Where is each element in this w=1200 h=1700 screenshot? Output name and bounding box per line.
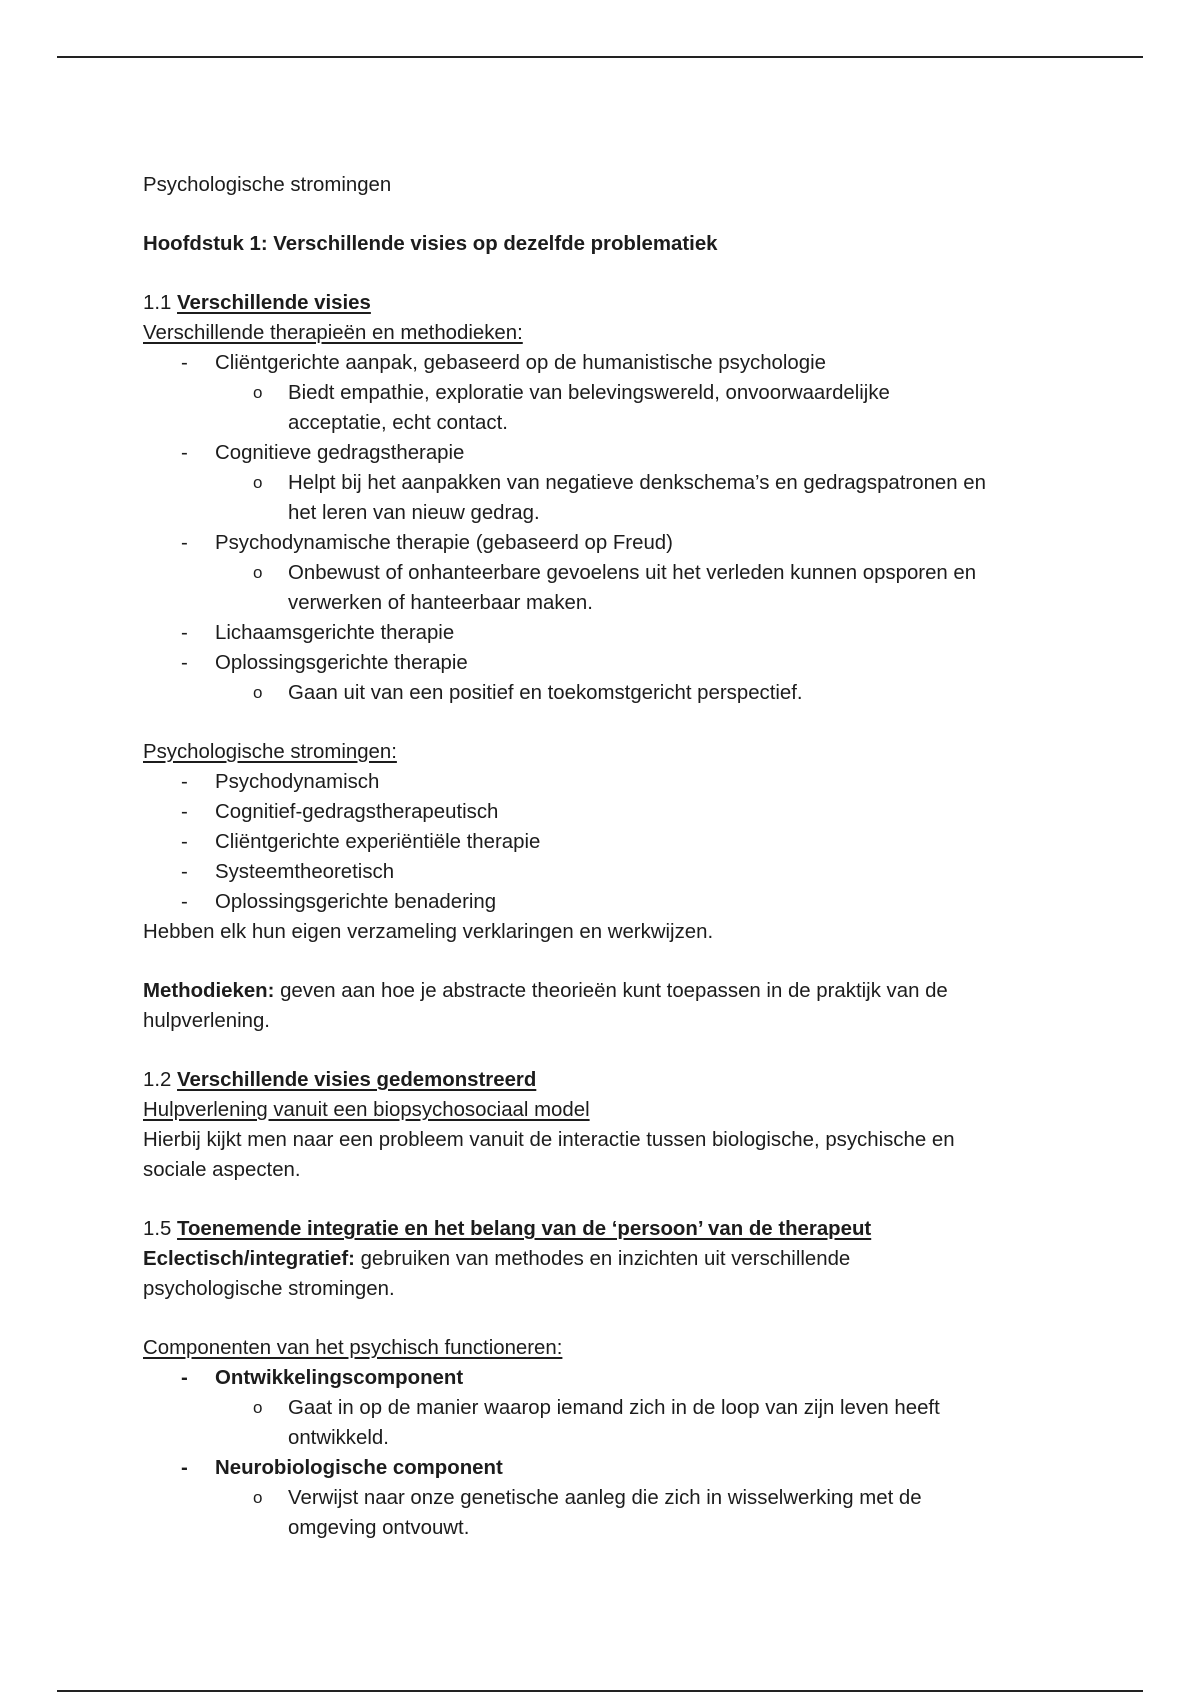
dash-bullet: -: [181, 771, 188, 793]
dash-bullet: -: [181, 1457, 188, 1479]
list-item: - Systeemtheoretisch: [143, 857, 1043, 887]
stromingen-note: Hebben elk hun eigen verzameling verklaringen en werkwijzen.: [143, 921, 714, 943]
section-number: 1.1: [143, 292, 172, 314]
circle-bullet: o: [253, 473, 263, 492]
sub-list-item-continued: het leren van nieuw gedrag.: [288, 502, 540, 524]
circle-bullet: o: [253, 683, 263, 702]
sub-list-item: o Biedt empathie, exploratie van belevingswereld, onvoorwaardelijke: [143, 378, 1043, 408]
methodieken-definition-continued: hulpverlening.: [143, 1010, 270, 1032]
section-title: Verschillende visies gedemonstreerd: [177, 1069, 537, 1091]
list-item: - Lichaamsgerichte therapie: [143, 618, 1043, 648]
list-item: - Cognitieve gedragstherapie: [143, 438, 1043, 468]
paragraph-line: sociale aspecten.: [143, 1159, 301, 1181]
list-item: - Psychodynamisch: [143, 767, 1043, 797]
circle-bullet: o: [253, 1488, 263, 1507]
list-item: - Oplossingsgerichte therapie: [143, 648, 1043, 678]
dash-bullet: -: [181, 532, 188, 554]
list-item: - Cliëntgerichte aanpak, gebaseerd op de humanistische psychologie: [143, 348, 1043, 378]
document-page: [143, 170, 1043, 1543]
subheading-componenten: Componenten van het psychisch functioneren:: [143, 1337, 563, 1359]
dash-bullet: -: [181, 891, 188, 913]
sub-list-item: o Onbewust of onhanteerbare gevoelens uit het verleden kunnen opsporen en: [143, 558, 1043, 588]
footer-rule: [57, 1690, 1143, 1692]
circle-bullet: o: [253, 383, 263, 402]
list-item: - Neurobiologische component: [143, 1453, 1043, 1483]
sub-list-item: o Gaan uit van een positief en toekomstgericht perspectief.: [143, 678, 1043, 708]
subheading-therapies: Verschillende therapieën en methodieken:: [143, 322, 523, 344]
sub-list-item-continued: omgeving ontvouwt.: [288, 1517, 470, 1539]
sub-list-item-continued: acceptatie, echt contact.: [288, 412, 508, 434]
dash-bullet: -: [181, 652, 188, 674]
section-heading-1-5: [143, 1214, 1043, 1244]
list-item: - Cliëntgerichte experiëntiële therapie: [143, 827, 1043, 857]
list-item: - Oplossingsgerichte benadering: [143, 887, 1043, 917]
dash-bullet: -: [181, 831, 188, 853]
section-number: 1.2: [143, 1069, 172, 1091]
dash-bullet: -: [181, 861, 188, 883]
section-heading-1-2: [143, 1065, 1043, 1095]
dash-bullet: -: [181, 442, 188, 464]
chapter-heading: Hoofdstuk 1: Verschillende visies op dezelfde problematiek: [143, 233, 718, 255]
sub-list-item: o Gaat in op de manier waarop iemand zich in de loop van zijn leven heeft: [143, 1393, 1043, 1423]
section-heading-1-1: [143, 288, 1043, 318]
definition-term: Methodieken:: [143, 980, 275, 1002]
section-title: Toenemende integratie en het belang van de ‘persoon’ van de therapeut: [177, 1218, 872, 1240]
dash-bullet: -: [181, 1367, 188, 1389]
dash-bullet: -: [181, 352, 188, 374]
sub-list-item: o Helpt bij het aanpakken van negatieve denkschema’s en gedragspatronen en: [143, 468, 1043, 498]
paragraph-line: Hierbij kijkt men naar een probleem vanuit de interactie tussen biologische, psychische en: [143, 1129, 955, 1151]
sub-list-item-continued: ontwikkeld.: [288, 1427, 389, 1449]
dash-bullet: -: [181, 801, 188, 823]
subheading-stromingen: Psychologische stromingen:: [143, 741, 397, 763]
circle-bullet: o: [253, 563, 263, 582]
subheading-biopsychosociaal: Hulpverlening vanuit een biopsychosociaal model: [143, 1099, 590, 1121]
dash-bullet: -: [181, 622, 188, 644]
eclectisch-definition: Eclectisch/integratief: gebruiken van methodes en inzichten uit verschillende: [143, 1248, 851, 1270]
eclectisch-definition-continued: psychologische stromingen.: [143, 1278, 395, 1300]
methodieken-definition: Methodieken: geven aan hoe je abstracte theorieën kunt toepassen in de praktijk van de: [143, 980, 948, 1002]
document-title: Psychologische stromingen: [143, 174, 392, 196]
section-number: 1.5: [143, 1218, 172, 1240]
section-title: Verschillende visies: [177, 292, 371, 314]
list-item: - Psychodynamische therapie (gebaseerd op Freud): [143, 528, 1043, 558]
circle-bullet: o: [253, 1398, 263, 1417]
list-item: - Ontwikkelingscomponent: [143, 1363, 1043, 1393]
header-rule: [57, 56, 1143, 58]
sub-list-item: o Verwijst naar onze genetische aanleg die zich in wisselwerking met de: [143, 1483, 1043, 1513]
sub-list-item-continued: verwerken of hanteerbaar maken.: [288, 592, 593, 614]
definition-term: Eclectisch/integratief:: [143, 1248, 355, 1270]
list-item: - Cognitief-gedragstherapeutisch: [143, 797, 1043, 827]
